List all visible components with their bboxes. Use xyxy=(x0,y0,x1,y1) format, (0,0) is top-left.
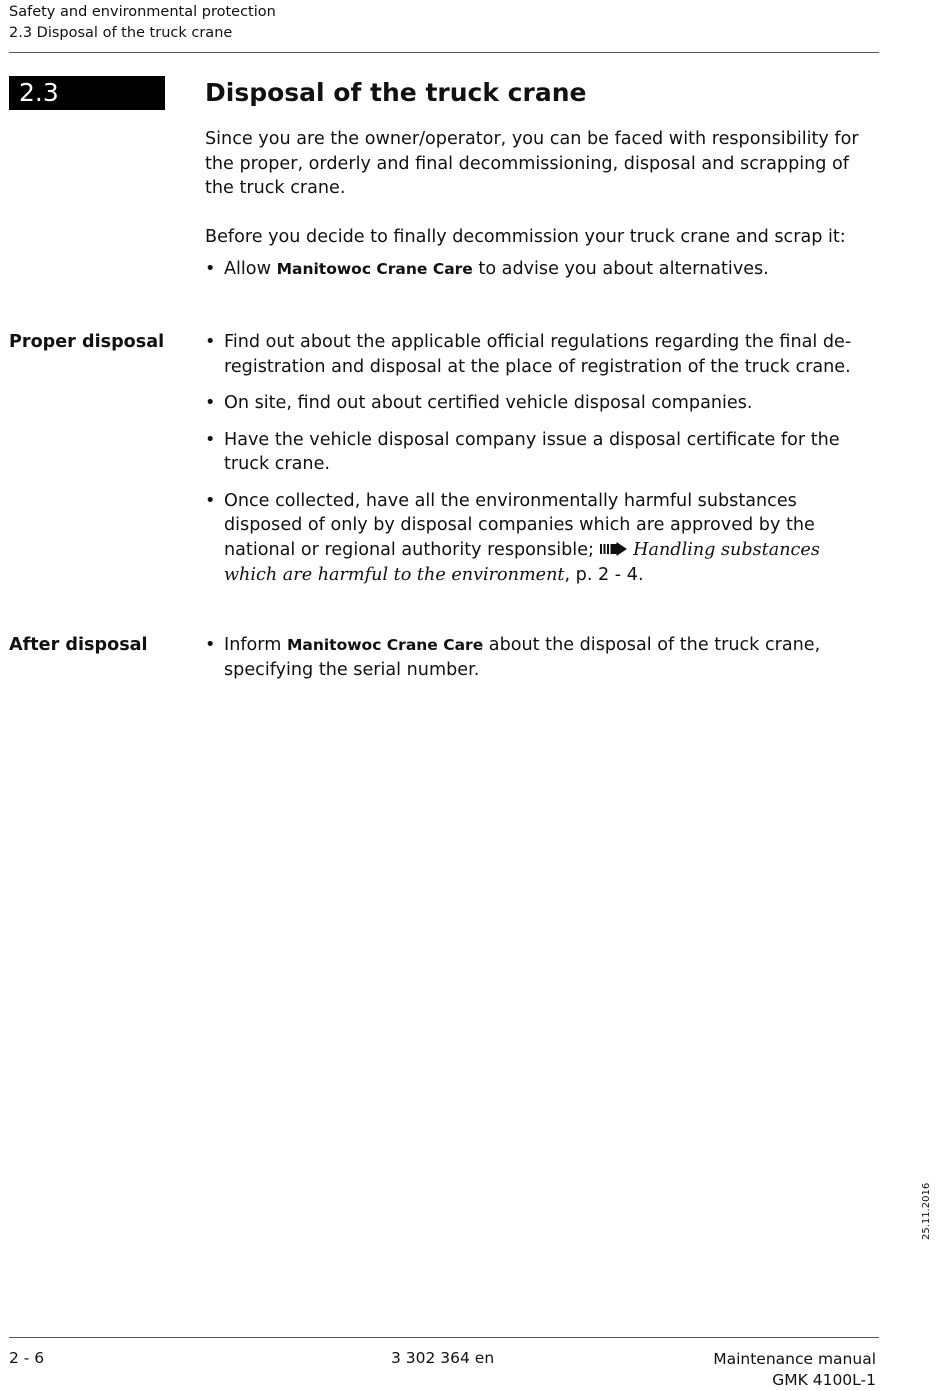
running-header xyxy=(9,2,276,44)
intro-block xyxy=(205,127,877,282)
header-rule xyxy=(9,52,879,53)
intro-paragraph-1: Since you are the owner/operator, you can be faced with responsibility for the proper, orderly and final decommissioning, disposal and scrapping of the truck crane. xyxy=(205,129,859,198)
list-item: • Find out about the applicable official regulations regarding the final de-registration and disposal at the place of registration of the truck crane. xyxy=(205,332,852,377)
bullet-dot: • xyxy=(205,259,216,279)
cross-reference-page: , p. 2 - 4. xyxy=(564,565,644,585)
after-disposal-heading: After disposal xyxy=(9,635,148,655)
brand-name: Manitowoc Crane Care xyxy=(286,636,484,654)
list-item: • Have the vehicle disposal company issue a disposal certificate for the truck crane. xyxy=(205,429,840,474)
page-number: 2 - 6 xyxy=(9,1349,45,1367)
header-chapter: Safety and environmental protection xyxy=(9,4,276,20)
manual-type: Maintenance manual xyxy=(713,1350,876,1368)
proper-disposal-list xyxy=(205,330,877,588)
footer-manual-info xyxy=(713,1349,876,1391)
list-item: • Once collected, have all the environmentally harmful substances disposed of only by disposal companies which are approved by the national or regional authority responsible; Handling substances which are harmful to the environment, p. 2 - 4. xyxy=(205,490,820,585)
list-item: • Inform Manitowoc Crane Care about the disposal of the truck crane, specifying the serial number. xyxy=(205,635,821,680)
intro-bullet-list xyxy=(205,257,877,282)
list-item: • Allow Manitowoc Crane Care to advise you about alternatives. xyxy=(205,257,877,282)
date-stamp: 25.11.2016 xyxy=(921,1182,932,1240)
after-disposal-list xyxy=(205,633,877,682)
bullet-dot: • xyxy=(205,429,216,450)
section-title: Disposal of the truck crane xyxy=(205,78,587,107)
brand-name: Manitowoc Crane Care xyxy=(276,260,473,278)
crane-model: GMK 4100L-1 xyxy=(772,1371,876,1389)
cross-reference-arrow-icon xyxy=(600,539,628,564)
section-number: 2.3 xyxy=(9,76,165,110)
after-disposal-block xyxy=(205,633,877,682)
bullet-dot: • xyxy=(205,332,216,352)
bullet-dot: • xyxy=(205,635,216,655)
cross-reference-link[interactable]: Handling substances which are harmful to the environment xyxy=(224,539,820,585)
bullet-dot: • xyxy=(205,393,216,413)
footer-rule xyxy=(9,1337,879,1338)
bullet-dot: • xyxy=(205,490,216,511)
intro-paragraph-2: Before you decide to finally decommission your truck crane and scrap it: xyxy=(205,226,846,247)
document-number: 3 302 364 en xyxy=(391,1349,495,1367)
header-section: 2.3 Disposal of the truck crane xyxy=(9,25,233,41)
proper-disposal-heading: Proper disposal xyxy=(9,332,165,352)
proper-disposal-block xyxy=(205,330,877,588)
list-item: • On site, find out about certified vehicle disposal companies. xyxy=(205,391,877,416)
